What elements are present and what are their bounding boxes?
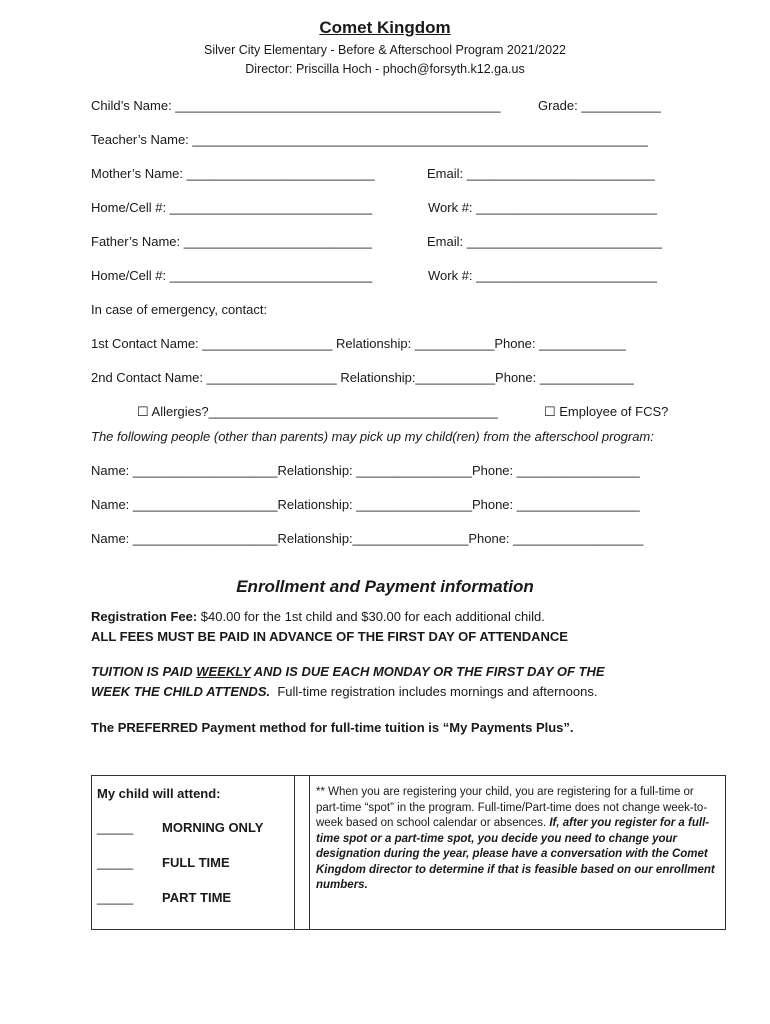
pickup-person-1[interactable]: Name: ____________________Relationship: ________________Phone: _________________ — [91, 463, 640, 478]
father-home-cell-field[interactable]: Home/Cell #: ____________________________ — [91, 268, 373, 283]
mother-email-field[interactable]: Email: __________________________ — [427, 166, 655, 181]
tuition-text-a: TUITION IS PAID — [91, 664, 197, 679]
registration-fee-line — [91, 609, 545, 624]
father-name-field[interactable]: Father’s Name: __________________________ — [91, 234, 372, 249]
advance-payment-notice: ALL FEES MUST BE PAID IN ADVANCE OF THE FIRST DAY OF ATTENDANCE — [91, 629, 568, 644]
attend-heading: My child will attend: — [97, 786, 221, 801]
full-time-option: FULL TIME — [162, 855, 230, 870]
father-email-field[interactable]: Email: ___________________________ — [427, 234, 662, 249]
part-time-blank[interactable]: _____ — [97, 890, 134, 905]
part-time-option: PART TIME — [162, 890, 232, 905]
mother-home-cell-field[interactable]: Home/Cell #: ____________________________ — [91, 200, 373, 215]
tuition-weekly: WEEKLY — [196, 664, 251, 679]
full-time-blank[interactable]: _____ — [97, 855, 134, 870]
morning-only-blank[interactable]: _____ — [97, 820, 134, 835]
grade-field[interactable]: Grade: ___________ — [538, 98, 661, 113]
tuition-line-2-rest: Full-time registration includes mornings and afternoons. — [270, 684, 598, 699]
program-subtitle: Silver City Elementary - Before & Afterschool Program 2021/2022 — [204, 43, 566, 57]
table-divider-left — [294, 775, 295, 929]
second-contact-field[interactable]: 2nd Contact Name: __________________ Relationship:___________Phone: _____________ — [91, 370, 634, 385]
mother-name-field[interactable]: Mother’s Name: __________________________ — [91, 166, 375, 181]
allergies-checkbox[interactable]: ☐ Allergies?________________________________________ — [137, 404, 498, 419]
registration-note-plain: ** When you are registering your child, you are registering for a full-time or part-time “spot” in the program. Full-time/Part-time does not change week-to-week based on school calendar or absences. — [316, 786, 708, 829]
registration-note — [316, 785, 719, 894]
tuition-line-1 — [91, 664, 605, 679]
registration-note-emphasis: If, after you register for a full-time spot or a part-time spot, you decide you need to change your designation during the year, please have a conversation with the Comet Kingdom director to determine if that is feasible based on our enrollment numbers. — [316, 817, 715, 891]
registration-fee-text: $40.00 for the 1st child and $30.00 for each additional child. — [197, 609, 545, 624]
mother-work-field[interactable]: Work #: _________________________ — [428, 200, 657, 215]
pickup-note: The following people (other than parents) may pick up my child(ren) from the afterschool program: — [91, 429, 654, 444]
table-divider-right — [309, 775, 310, 929]
employee-fcs-checkbox[interactable]: ☐ Employee of FCS? — [544, 404, 669, 419]
director-line: Director: Priscilla Hoch - phoch@forsyth.k12.ga.us — [245, 62, 525, 76]
teacher-name-field[interactable]: Teacher’s Name: _______________________________________________________________ — [91, 132, 648, 147]
tuition-line-2 — [91, 684, 597, 699]
morning-only-option: MORNING ONLY — [162, 820, 264, 835]
pickup-person-3[interactable]: Name: ____________________Relationship:________________Phone: __________________ — [91, 531, 644, 546]
tuition-text-b: AND IS DUE EACH MONDAY OR THE FIRST DAY OF THE — [250, 664, 605, 679]
page-title: Comet Kingdom — [319, 18, 451, 37]
preferred-payment-notice: The PREFERRED Payment method for full-time tuition is “My Payments Plus”. — [91, 720, 574, 735]
registration-fee-label: Registration Fee: — [91, 609, 198, 624]
child-name-field[interactable]: Child’s Name: _____________________________________________ — [91, 98, 501, 113]
enrollment-heading: Enrollment and Payment information — [236, 577, 534, 596]
father-work-field[interactable]: Work #: _________________________ — [428, 268, 657, 283]
tuition-line-2-emphasis: WEEK THE CHILD ATTENDS. — [91, 684, 271, 699]
first-contact-field[interactable]: 1st Contact Name: __________________ Relationship: ___________Phone: ____________ — [91, 336, 626, 351]
pickup-person-2[interactable]: Name: ____________________Relationship: ________________Phone: _________________ — [91, 497, 640, 512]
emergency-heading: In case of emergency, contact: — [91, 302, 268, 317]
